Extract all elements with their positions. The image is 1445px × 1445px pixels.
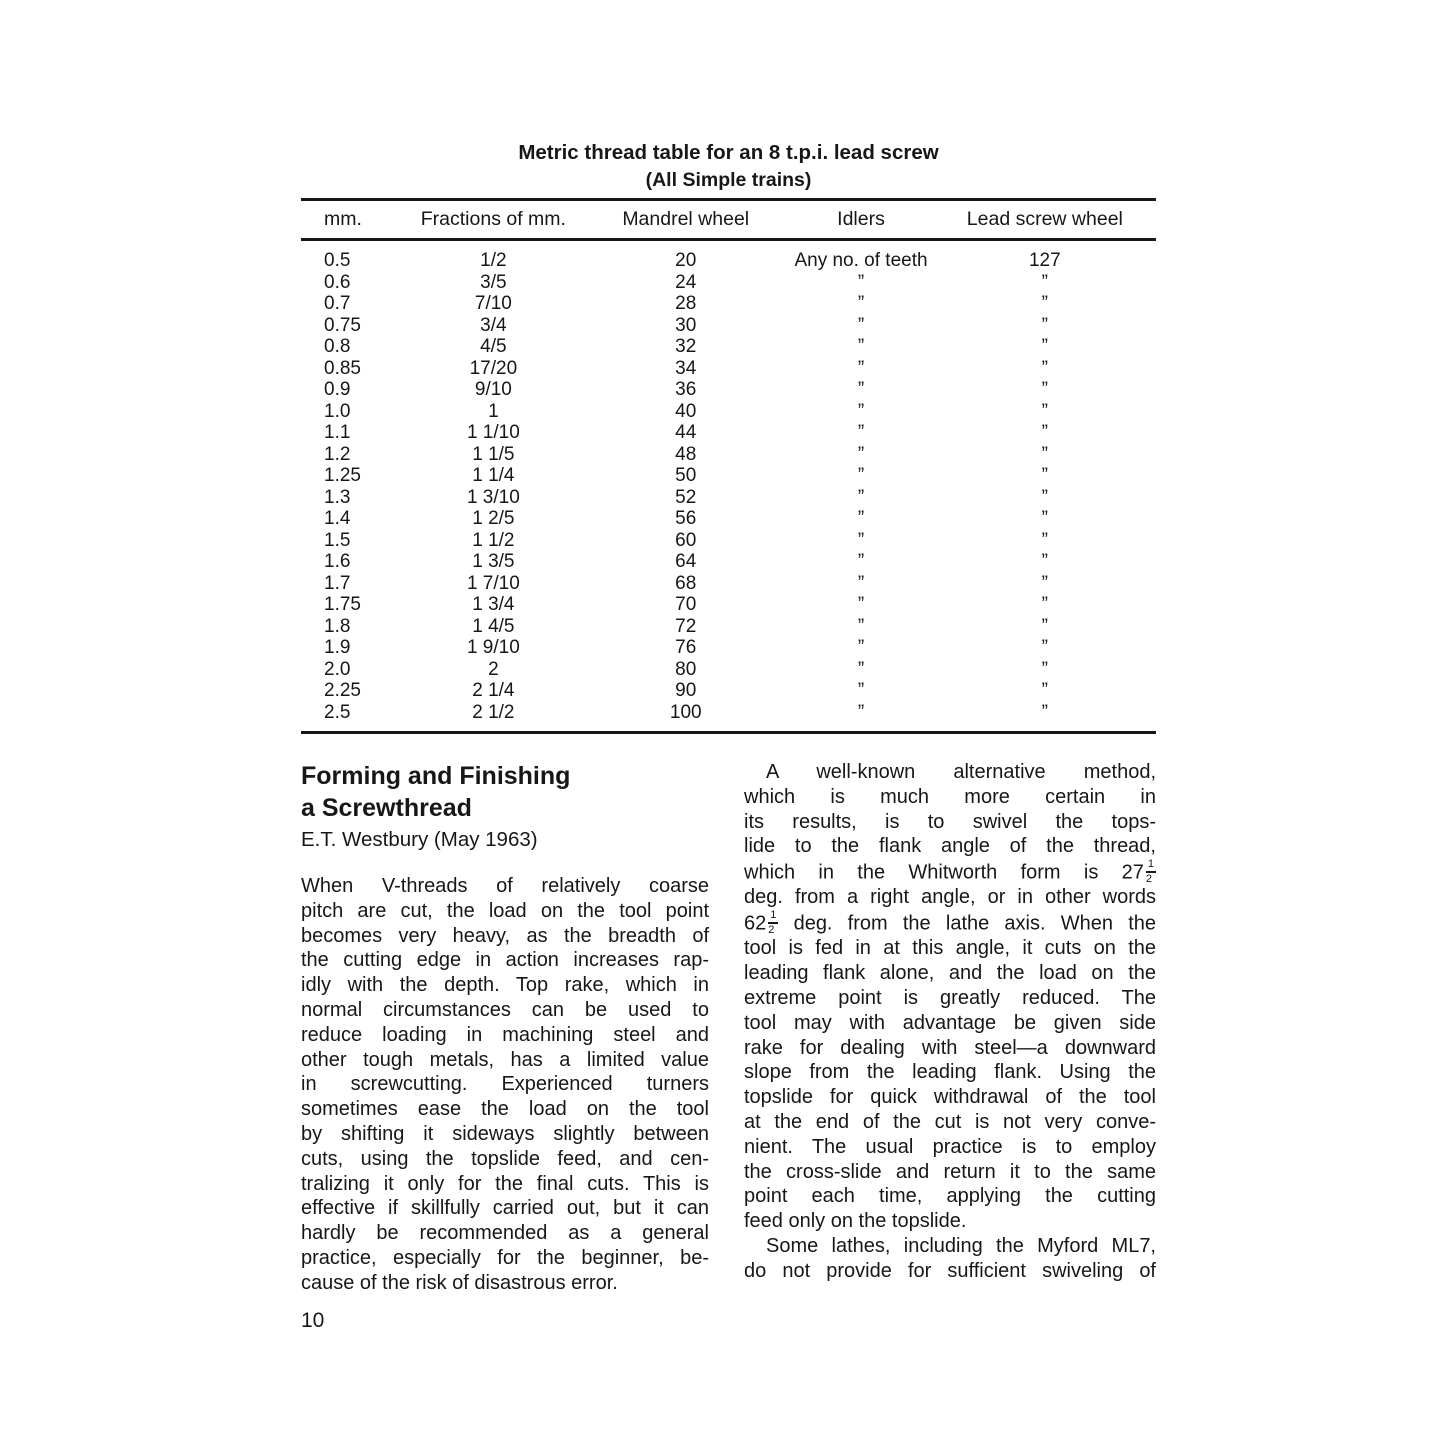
thread-table-body [301, 240, 1156, 733]
table-cell: 1 4/5 [472, 615, 515, 637]
text-line: the cutting edge in action increases rap- [301, 949, 709, 972]
text-line: feed only on the topslide. [744, 1210, 967, 1233]
table-cell: ” [857, 594, 865, 615]
table-cell: 1.8 [324, 615, 351, 637]
table-cell: 68 [675, 572, 697, 594]
table-cell: 70 [675, 594, 697, 615]
text-line: idly with the depth. Top rake, which in [301, 974, 709, 997]
table-cell: ” [1041, 271, 1048, 293]
table-cell: ” [1041, 379, 1048, 400]
table-cell: 0.85 [324, 357, 361, 379]
table-cell: 2.5 [324, 701, 351, 723]
table-cell: 4/5 [480, 336, 507, 357]
table-cell: ” [857, 422, 865, 443]
table-cell: ” [857, 271, 865, 293]
table-cell: ” [857, 314, 865, 336]
text-line: practice, especially for the beginner, be- [301, 1246, 709, 1269]
table-cell: 1.75 [324, 594, 361, 615]
table-cell: ” [1041, 465, 1048, 486]
text-line: Some lathes, including the Myford ML7, [766, 1234, 1156, 1257]
table-cell: ” [1041, 400, 1048, 422]
table-cell: ” [857, 529, 865, 551]
text-line: tool may with advantage be given side [744, 1011, 1156, 1034]
table-cell: 1.9 [324, 637, 351, 658]
table-cell: ” [1041, 658, 1048, 680]
table-cell: 80 [675, 658, 697, 680]
table-cell: ” [857, 637, 865, 658]
text-line: nient. The usual practice is to employ [744, 1135, 1156, 1158]
table-cell: ” [857, 357, 865, 379]
table-cell: 90 [675, 680, 697, 701]
table-cell: 1 2/5 [472, 508, 515, 529]
text-line: tool is fed in at this angle, it cuts on the [744, 937, 1156, 960]
text-line: hardly be recommended as a general [301, 1222, 709, 1245]
text-line: rake for dealing with steel—a downward [744, 1036, 1156, 1059]
table-cell: ” [857, 680, 865, 701]
table-row [301, 508, 1156, 530]
stacked-half-fraction: $\frac{1}{2}$ [768, 909, 777, 937]
table-cell: 9/10 [474, 379, 512, 400]
column-header: Lead screw wheel [934, 200, 1156, 240]
table-cell: 34 [675, 357, 697, 379]
table-cell: 60 [675, 529, 697, 551]
paragraph [744, 760, 1156, 1234]
column-header: Idlers [788, 200, 933, 240]
table-cell: 1 7/10 [466, 572, 520, 594]
article-heading-line: a Screwthread [301, 794, 472, 822]
page-number: 10 [301, 1309, 325, 1332]
table-cell: ” [857, 465, 865, 486]
right-column-paragraphs [744, 760, 1156, 1283]
table-row [301, 293, 1156, 315]
table-row [301, 379, 1156, 401]
text-line: leading flank alone, and the load on the [744, 962, 1156, 985]
table-cell: 3/5 [480, 271, 507, 293]
table-cell: 1.6 [324, 551, 351, 572]
table-cell: 30 [675, 314, 697, 336]
text-line: in screwcutting. Experienced turners [301, 1073, 709, 1096]
text-line: normal circumstances can be used to [301, 998, 709, 1021]
table-row [301, 680, 1156, 702]
table-cell: 76 [675, 637, 697, 658]
table-cell: 56 [675, 508, 697, 529]
text-line: sometimes ease the load on the tool [301, 1098, 709, 1121]
table-cell: ” [857, 379, 865, 400]
text-line: extreme point is greatly reduced. The [744, 986, 1156, 1009]
text-line: lide to the flank angle of the thread, [744, 835, 1156, 858]
table-cell: ” [1041, 551, 1048, 572]
table-cell: 1 3/10 [466, 486, 520, 508]
text-line: effective if skillfully carried out, but it can [301, 1197, 709, 1220]
table-cell: 48 [675, 443, 697, 465]
thread-table-header-row [301, 200, 1156, 240]
table-row [301, 465, 1156, 487]
table-row [301, 358, 1156, 380]
right-column [744, 760, 1156, 1296]
table-cell: 1 1/5 [472, 443, 515, 465]
table-cell: 44 [675, 422, 697, 443]
table-cell: ” [1041, 443, 1048, 465]
table-cell: 20 [675, 250, 697, 271]
table-row [301, 702, 1156, 733]
table-cell: ” [1041, 486, 1048, 508]
paragraph [744, 1234, 1156, 1284]
text-line: do not provide for sufficient swiveling of [744, 1259, 1156, 1282]
text-line: other tough metals, has a limited value [301, 1048, 709, 1071]
table-cell: ” [1041, 680, 1048, 701]
table-cell: 64 [675, 551, 697, 572]
table-cell: ” [1041, 422, 1048, 443]
table-cell: 1.1 [324, 422, 351, 443]
table-cell: 24 [675, 271, 697, 293]
text-line: slope from the leading flank. Using the [744, 1061, 1156, 1084]
text-line: cause of the risk of disastrous error. [301, 1271, 618, 1294]
table-cell: 0.9 [324, 379, 351, 400]
table-cell: 100 [669, 701, 702, 723]
column-header: mm. [301, 200, 404, 240]
table-cell: 0.5 [324, 250, 351, 271]
metric-thread-table [301, 198, 1156, 734]
text-line: becomes very heavy, as the breadth of [301, 924, 709, 947]
text-line: A well-known alternative method, [766, 761, 1156, 783]
table-cell: ” [1041, 615, 1048, 637]
text-line: which is much more certain in [744, 785, 1156, 808]
table-row [301, 240, 1156, 272]
table-cell: 0.8 [324, 336, 351, 357]
table-cell: Any no. of teeth [794, 250, 928, 271]
left-column [301, 760, 709, 1296]
table-cell: 1.3 [324, 486, 351, 508]
table-cell: 127 [1028, 250, 1061, 271]
text-line: by shifting it sideways slightly between [301, 1122, 709, 1145]
table-cell: 52 [675, 486, 697, 508]
article-heading-line: Forming and Finishing [301, 762, 571, 790]
table-cell: ” [857, 443, 865, 465]
table-cell: 1.4 [324, 508, 351, 529]
table-cell: ” [1041, 572, 1048, 594]
table-cell: 2 [488, 658, 499, 680]
paragraph [301, 874, 709, 1296]
table-cell: 1.7 [324, 572, 351, 594]
table-row [301, 422, 1156, 444]
table-cell: 1 3/4 [472, 594, 515, 615]
table-cell: 32 [675, 336, 697, 357]
table-cell: ” [1041, 293, 1048, 314]
table-cell: 17/20 [469, 357, 518, 379]
table-cell: 0.75 [324, 314, 361, 336]
text-line: cuts, using the topslide feed, and cen- [301, 1147, 709, 1170]
table-cell: 7/10 [474, 293, 512, 314]
table-cell: ” [857, 701, 865, 723]
table-cell: 2 1/2 [472, 701, 515, 723]
table-cell: ” [1041, 336, 1048, 357]
table-cell: ” [1041, 314, 1048, 336]
table-row [301, 551, 1156, 573]
table-cell: ” [1041, 637, 1048, 658]
table-cell: 1 1/10 [466, 422, 520, 443]
text-line: When V-threads of relatively coarse [301, 875, 709, 897]
table-cell: 28 [675, 293, 697, 314]
table-row [301, 401, 1156, 423]
table-cell: 72 [675, 615, 697, 637]
table-cell: 1 9/10 [466, 637, 520, 658]
article-byline: E.T. Westbury (May 1963) [301, 828, 538, 851]
table-subtitle: (All Simple trains) [645, 169, 812, 191]
table-cell: 1 1/4 [472, 465, 515, 486]
table-cell: 1/2 [480, 250, 507, 271]
table-row [301, 336, 1156, 358]
stacked-half-fraction: $\frac{1}{2}$ [1145, 858, 1154, 886]
text-line: pitch are cut, the load on the tool point [301, 899, 709, 922]
table-cell: 2.0 [324, 658, 351, 680]
table-cell: 1.25 [324, 465, 361, 486]
table-cell: ” [1041, 508, 1048, 529]
table-row [301, 272, 1156, 294]
table-cell: 1.2 [324, 443, 351, 465]
text-line: tralizing it only for the final cuts. This is [301, 1172, 709, 1195]
table-row [301, 530, 1156, 552]
table-cell: 2 1/4 [472, 680, 515, 701]
text-line: reduce loading in machining steel and [301, 1023, 709, 1046]
table-cell: 36 [675, 379, 697, 400]
text-line: point each time, applying the cutting [744, 1185, 1156, 1208]
thread-table-header [301, 200, 1156, 240]
table-cell: 40 [675, 400, 697, 422]
table-cell: 0.7 [324, 293, 351, 314]
table-row [301, 444, 1156, 466]
text-line: the cross-slide and return it to the same [744, 1160, 1156, 1183]
text-line: deg. from a right angle, or in other words [744, 886, 1156, 909]
table-cell: 1 1/2 [472, 529, 515, 551]
table-cell: 0.6 [324, 271, 351, 293]
article-columns [301, 760, 1156, 1296]
table-cell: ” [1041, 529, 1048, 551]
table-row [301, 616, 1156, 638]
table-row [301, 594, 1156, 616]
table-cell: 1.5 [324, 529, 351, 551]
table-cell: ” [857, 486, 865, 508]
table-cell: 1 [488, 400, 499, 422]
column-header: Fractions of mm. [404, 200, 584, 240]
table-cell: ” [857, 551, 865, 572]
table-cell: ” [857, 572, 865, 594]
table-cell: ” [1041, 594, 1048, 615]
table-row [301, 487, 1156, 509]
table-row [301, 659, 1156, 681]
table-cell: ” [857, 400, 865, 422]
text-line: 62 $\frac{1}{2}$ deg. from the lathe axis. When the [744, 909, 1156, 937]
table-cell: 2.25 [324, 680, 361, 701]
table-cell: 50 [675, 465, 697, 486]
table-cell: ” [857, 336, 865, 357]
table-cell: ” [1041, 357, 1048, 379]
table-cell: ” [857, 658, 865, 680]
text-line: its results, is to swivel the tops- [744, 810, 1156, 833]
column-header: Mandrel wheel [583, 200, 788, 240]
table-row [301, 573, 1156, 595]
table-row [301, 637, 1156, 659]
table-row [301, 315, 1156, 337]
text-line: topslide for quick withdrawal of the tool [744, 1086, 1156, 1109]
table-cell: 1.0 [324, 400, 351, 422]
table-cell: 1 3/5 [472, 551, 515, 572]
table-cell: ” [1041, 701, 1048, 723]
text-line: which in the Whitworth form is 27 $\frac{1}{2}$ [744, 858, 1154, 886]
page-content [301, 0, 1156, 1296]
table-cell: ” [857, 293, 865, 314]
left-column-paragraphs [301, 874, 709, 1296]
table-cell: ” [857, 508, 865, 529]
article-heading [301, 760, 709, 824]
text-line: at the end of the cut is not very conve- [744, 1110, 1156, 1133]
table-cell: ” [857, 615, 865, 637]
table-cell: 3/4 [480, 314, 507, 336]
table-title: Metric thread table for an 8 t.p.i. lead screw [518, 141, 939, 164]
